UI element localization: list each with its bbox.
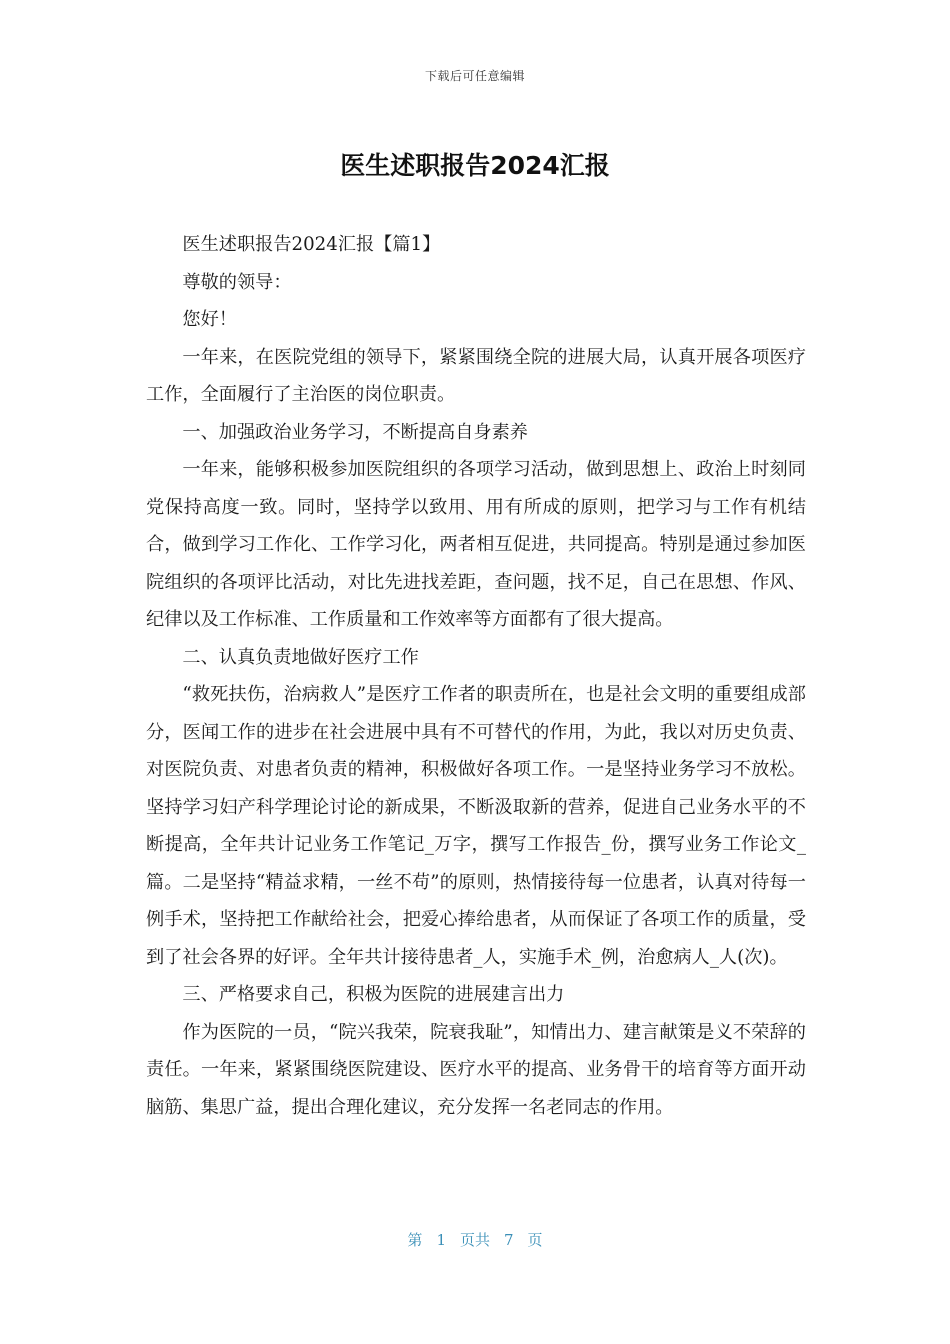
body-paragraph-3: 作为医院的一员，“院兴我荣，院衰我耻”，知情出力、建言献策是义不荣辞的责任。一年来，紧紧围绕医院建设、医疗水平的提高、业务骨干的培育等方面开动脑筋、集思广益，提出合理化建议，充分发挥一名老同志的作用。 xyxy=(146,1021,806,1118)
intro-paragraph: 一年来，在医院党组的领导下，紧紧围绕全院的进展大局，认真开展各项医疗工作，全面履行了主治医的岗位职责。 xyxy=(146,346,806,405)
body-paragraph-2: “救死扶伤，治病救人”是医疗工作者的职责所在，也是社会文明的重要组成部分，医闻工作的进步在社会进展中具有不可替代的作用，为此，我以对历史负责、对医院负责、对患者负责的精神，积极做好各项工作。一是坚持业务学习不放松。坚持学习妇产科学理论讨论的新成果，不断汲取新的营养，促进自己业务水平的不断提高，全年共计记业务工作笔记_万字，撰写工作报告_份，撰写业务工作论文_篇。二是坚持“精益求精，一丝不苟”的原则，热情接待每一位患者，认真对待每一例手术，坚持把工作献给社会，把爱心捧给患者，从而保证了各项工作的质量，受到了社会各界的好评。全年共计接待患者_人，实施手术_例，治愈病人_人(次)。 xyxy=(146,684,806,968)
subheading-3: 三、严格要求自己，积极为医院的进展建言出力 xyxy=(182,984,565,1005)
greeting: 您好！ xyxy=(182,309,237,330)
subheading-2: 二、认真负责地做好医疗工作 xyxy=(182,646,419,668)
current-page-number: 1 xyxy=(436,1231,446,1249)
footer-prefix: 第 xyxy=(407,1231,423,1249)
total-page-count: 7 xyxy=(504,1231,514,1249)
footer-suffix: 页 xyxy=(527,1231,543,1249)
salutation: 尊敬的领导： xyxy=(182,271,292,293)
subheading-1: 一、加强政治业务学习，不断提高自身素养 xyxy=(182,421,528,443)
body-paragraph-1: 一年来，能够积极参加医院组织的各项学习活动，做到思想上、政治上时刻同党保持高度一致。同时，坚持学以致用、用有所成的原则，把学习与工作有机结合，做到学习工作化、工作学习化，两者相互促进，共同提高。特别是通过参加医院组织的各项评比活动，对比先进找差距，查问题，找不足，自己在思想、作风、纪律以及工作标准、工作质量和工作效率等方面都有了很大提高。 xyxy=(146,459,806,630)
section-heading: 医生述职报告2024汇报【篇1】 xyxy=(182,234,441,255)
header-note: 下载后可任意编辑 xyxy=(424,69,525,83)
page-number-footer xyxy=(0,1229,950,1250)
document-body xyxy=(146,226,806,1126)
document-title: 医生述职报告2024汇报 xyxy=(340,151,610,180)
footer-middle: 页共 xyxy=(459,1231,490,1249)
